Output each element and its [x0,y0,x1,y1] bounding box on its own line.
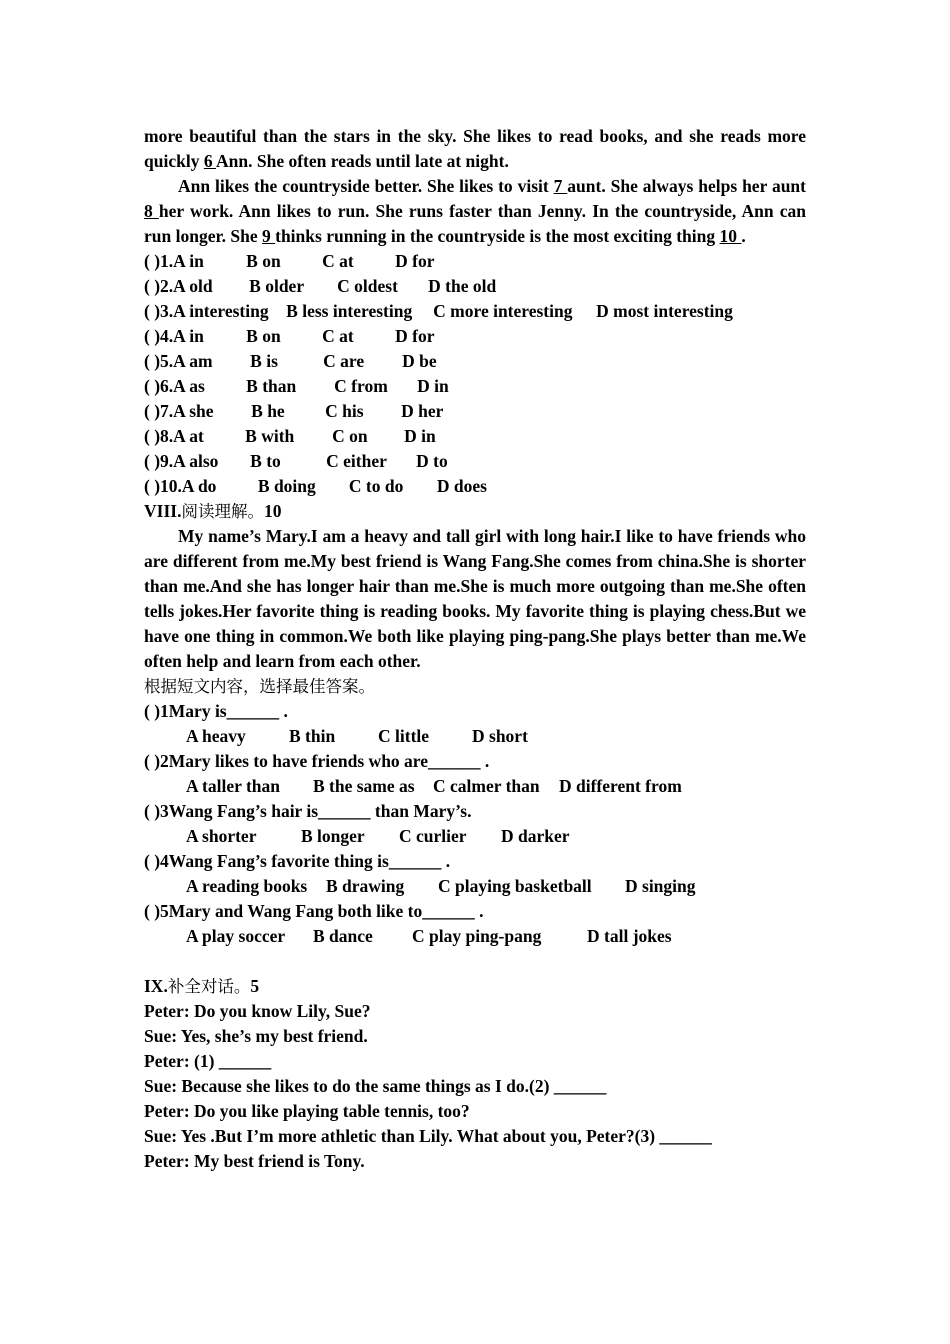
dialogue-line: Peter: (1) ______ [144,1051,272,1071]
question-number: ( )10. [144,476,182,496]
option-a: A in [173,251,204,271]
option-a: A do [181,476,217,496]
dialogue [144,999,806,1174]
option-c: C curlier [399,826,467,846]
option-c: C his [325,401,364,421]
option-a: A play soccer [186,926,286,946]
cloze-question [144,324,806,349]
cloze-question [144,274,806,299]
reading-question-stem: ( )5Mary and Wang Fang both like to______ . [144,901,484,921]
worksheet-page [144,124,806,1174]
section-title: 阅读理解。 [181,502,264,521]
reading-question-stem: ( )4Wang Fang’s favorite thing is______ . [144,851,451,871]
cloze-question [144,249,806,274]
option-c: C calmer than [433,776,540,796]
option-a: A at [173,426,204,446]
cloze-text: Ann likes the countryside better. She likes to visit [178,176,554,196]
cloze-question [144,399,806,424]
cloze-text: more beautiful than the stars in the sky. She likes to read books, and she reads more quickly [144,126,806,171]
option-a: A old [173,276,213,296]
dialogue-line: Sue: Yes, she’s my best friend. [144,1026,368,1046]
option-b: B with [245,426,295,446]
option-d: D to [416,451,448,471]
option-a: A in [173,326,204,346]
option-b: B to [250,451,281,471]
option-c: C at [322,251,354,271]
question-number: ( )3. [144,301,174,321]
question-number: ( )5. [144,351,174,371]
option-b: B drawing [326,876,405,896]
option-d: D be [402,351,437,371]
section-points: 10 [263,501,282,521]
option-b: B is [250,351,278,371]
cloze-question [144,299,806,324]
reading-question-stem: ( )2Mary likes to have friends who are______ . [144,751,490,771]
option-b: B thin [289,726,336,746]
reading-question-options [144,824,806,849]
option-c: C little [378,726,430,746]
option-d: D for [395,251,435,271]
option-d: D does [436,476,487,496]
dialogue-line: Sue: Because she likes to do the same things as I do.(2) ______ [144,1076,607,1096]
option-c: C on [332,426,368,446]
option-c: C to do [348,476,404,496]
section-9-heading [144,974,806,999]
cloze-question [144,374,806,399]
section-points: 5 [250,976,260,996]
option-a: A she [173,401,214,421]
option-a: A taller than [186,776,280,796]
cloze-blank-9: 9 [262,226,276,246]
dialogue-line: Peter: My best friend is Tony. [144,1151,365,1171]
option-d: D in [404,426,436,446]
option-b: B longer [301,826,365,846]
option-c: C are [323,351,365,371]
question-number: ( )7. [144,401,174,421]
option-b: B he [251,401,285,421]
cloze-text: Ann. She often reads until late at night. [216,151,509,171]
cloze-blank-10: 10 [719,226,742,246]
cloze-text: thinks running in the countryside is the most exciting thing [275,226,720,246]
cloze-blank-7: 7 [553,176,568,196]
option-b: B on [246,326,281,346]
reading-passage: My name’s Mary.I am a heavy and tall girl with long hair.I like to have friends who are different from me.My best friend is Wang Fang.She comes from china.She is shorter than me.And she has longer hair than me.She is much more outgoing than me.She often tells jokes.Her favorite thing is reading books. My favorite thing is playing chess.But we have one thing in common.We both like playing ping-pang.She plays better than me.We often help and learn from each other. [144,526,806,671]
option-d: D different from [559,776,682,796]
option-b: B than [246,376,297,396]
option-c: C playing basketball [438,876,592,896]
dialogue-line: Peter: Do you like playing table tennis, too? [144,1101,470,1121]
option-d: D darker [501,826,570,846]
dialogue-line: Sue: Yes .But I’m more athletic than Lily. What about you, Peter?(3) ______ [144,1126,712,1146]
option-c: C either [326,451,387,471]
cloze-question-list [144,249,806,499]
option-c: C more interesting [433,301,573,321]
cloze-text: her work. Ann likes to run. She runs faster than Jenny. In the countryside, Ann can run longer. She [144,201,806,246]
question-number: ( )1. [144,251,174,271]
section-8-heading [144,499,806,524]
section-number: IX. [144,976,168,996]
question-number: ( )8. [144,426,174,446]
option-a: A also [173,451,219,471]
option-b: B the same as [313,776,415,796]
cloze-question [144,449,806,474]
option-b: B older [249,276,305,296]
cloze-text: . [741,226,746,246]
option-b: B dance [313,926,373,946]
option-d: D short [472,726,528,746]
reading-question-stem: ( )3Wang Fang’s hair is______ than Mary’s. [144,801,472,821]
option-d: D for [395,326,435,346]
option-c: C play ping-pang [412,926,542,946]
cloze-question [144,349,806,374]
option-a: A shorter [186,826,257,846]
option-c: C at [322,326,354,346]
option-d: D in [417,376,449,396]
cloze-paragraph-1 [144,124,806,174]
question-number: ( )4. [144,326,174,346]
option-b: B doing [257,476,316,496]
reading-instruction: 根据短文内容，选择最佳答案。 [144,677,375,696]
cloze-paragraph-2 [144,174,806,249]
option-d: D tall jokes [587,926,672,946]
option-c: C from [334,376,388,396]
cloze-text: aunt. She always helps her aunt [567,176,806,196]
dialogue-line: Peter: Do you know Lily, Sue? [144,1001,371,1021]
option-b: B on [246,251,281,271]
option-a: A interesting [173,301,269,321]
reading-question-list [144,699,806,949]
option-d: D her [401,401,444,421]
option-a: A am [173,351,213,371]
option-a: A as [173,376,205,396]
section-title: 补全对话。 [167,977,251,996]
spacer [144,949,806,974]
section-number: VIII. [144,501,182,521]
reading-question-options [144,924,806,949]
cloze-question [144,424,806,449]
option-d: D singing [625,876,696,896]
option-d: D the old [428,276,497,296]
option-b: B less interesting [286,301,413,321]
question-number: ( )2. [144,276,174,296]
cloze-blank-8: 8 [144,201,159,221]
option-a: A reading books [186,876,308,896]
question-number: ( )9. [144,451,174,471]
option-a: A heavy [186,726,246,746]
cloze-blank-6: 6 [203,151,216,171]
reading-question-stem: ( )1Mary is______ . [144,701,288,721]
option-c: C oldest [337,276,398,296]
reading-question-options [144,774,806,799]
reading-question-options [144,724,806,749]
cloze-question [144,474,806,499]
question-number: ( )6. [144,376,174,396]
option-d: D most interesting [596,301,733,321]
reading-question-options [144,874,806,899]
